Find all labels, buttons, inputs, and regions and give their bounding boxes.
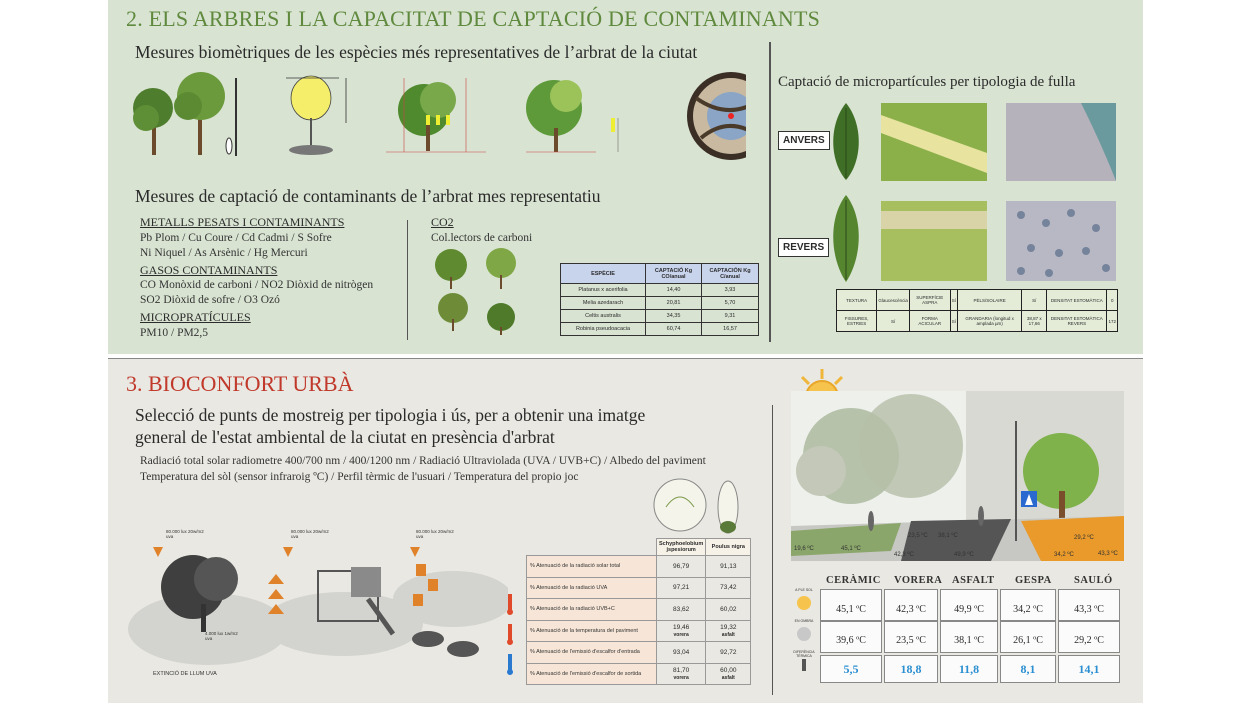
co2-cell: Robinia pseudoacacia — [561, 323, 646, 336]
biometric-title: Mesures biomètriques de les espècies més representatives de l’arbrat de la ciutat — [135, 42, 698, 62]
shade-temp-saulo: 29,2 ºC — [1058, 621, 1120, 653]
thermometer-icon — [790, 658, 818, 674]
material-header: SAULÓ — [1074, 575, 1113, 586]
lux-label-2: 80.000 lux 20w/m2 uva — [291, 529, 329, 539]
material-header: VORERA — [894, 575, 943, 586]
leaf-table-cell: TEXTURA — [837, 290, 877, 311]
co2-cell: 3,93 — [702, 284, 759, 297]
atten-value: 83,62 — [657, 599, 706, 621]
sun-temp-asfalt: 49,9 ºC — [940, 589, 998, 621]
uva-extinction-label: EXTINCIÓ DE LLUM UVA — [153, 671, 217, 677]
row-icons — [790, 588, 818, 682]
leaf-micrographs — [881, 103, 1226, 283]
tree-crown-sections-icon — [526, 80, 618, 152]
sun-temp-saulo: 43,3 ºC — [1058, 589, 1120, 621]
street-temp: 23,5 ºC — [908, 533, 928, 539]
section-trees-pollutants — [108, 0, 1143, 354]
atten-value: 93,04 — [657, 642, 706, 664]
leaf-characteristics-table — [836, 289, 1118, 332]
section3-divider — [772, 405, 773, 695]
metals-line-2: Ni Niquel / As Arsènic / Hg Mercuri — [140, 247, 308, 259]
co2-cell: 9,31 — [702, 310, 759, 323]
row-shade-label: EN OMBRA — [794, 619, 814, 623]
co2-capture-table — [560, 263, 759, 336]
atten-value: 97,21 — [657, 577, 706, 599]
leaf-icons — [826, 100, 866, 285]
hemispherical-photo-icon — [687, 72, 746, 160]
gases-line-2: SO2 Diòxid de sofre / O3 Ozó — [140, 294, 280, 306]
shade-temp-ceramic: 39,6 ºC — [820, 621, 882, 653]
material-header: ASFALT — [952, 575, 995, 586]
microparticles-line: PM10 / PM2,5 — [140, 327, 209, 339]
metals-line-1: Pb Plom / Cu Coure / Cd Cadmi / S Sofre — [140, 232, 332, 244]
leaf-table-cell: GRANDARIA (longitud x amplada µm) — [957, 311, 1021, 332]
street-temp: 49,9 ºC — [954, 552, 974, 558]
row-sun-label: A PLE SOL — [795, 588, 813, 592]
sun-temp-vorera: 42,3 ºC — [884, 589, 938, 621]
material-header: CERÀMIC — [826, 575, 881, 586]
species-illustrations — [648, 477, 748, 537]
co2-header-species: ESPÈCIE — [561, 264, 646, 284]
leaf-table-cell: Sí — [1022, 290, 1047, 311]
atten-row-label: % Atenuació de l'emissió d'escalfor de sortida — [527, 663, 657, 685]
leaf-table-cell: DENSITAT ESTOMÀTICA REVERS — [1047, 311, 1107, 332]
atten-value: 91,13 — [706, 556, 751, 578]
leaf-table-cell: Glaucescència — [877, 290, 910, 311]
thermometer-icons — [503, 589, 517, 689]
capture-title: Mesures de captació de contaminants de l’arbrat mes representatiu — [135, 186, 601, 206]
revers-label: REVERS — [778, 238, 829, 257]
pedestrian-icon — [978, 506, 984, 526]
thermometer-icon — [508, 654, 512, 670]
shade-temp-gespa: 26,1 ºC — [1000, 621, 1056, 653]
sun-temp-gespa: 34,2 ºC — [1000, 589, 1056, 621]
co2-header-co2: CAPTACIÓ Kg CO/anual — [646, 264, 702, 284]
atten-row-label: % Atenuació de la radiació solar total — [527, 556, 657, 578]
material-header: GESPA — [1015, 575, 1052, 586]
atten-row-label: % Atenuació de l'emissió d'escalfor d'entrada — [527, 642, 657, 664]
leaf-table-cell: FORMA ACICULAR — [909, 311, 950, 332]
leaf-table-cell: Sí — [877, 311, 910, 332]
atten-col-2: Poulus nigra — [706, 539, 751, 556]
thermometer-icon — [508, 594, 512, 610]
co2-cell: Platanus x acerifolia — [561, 284, 646, 297]
co2-cell: 14,40 — [646, 284, 702, 297]
microparticle-panel-title: Captació de micropartícules per tipologia de fulla — [778, 74, 1076, 90]
co2-subtitle: Col.lectors de carboni — [431, 232, 533, 244]
section3-title: 3. BIOCONFORT URBÀ — [126, 371, 354, 396]
street-temp: 45,1 ºC — [841, 546, 861, 552]
atten-row-label: % Atenuació de la temperatura del paviment — [527, 620, 657, 642]
section2-divider — [769, 42, 771, 342]
leaf-table-cell: PÈLS/SOLAIRE — [957, 290, 1021, 311]
street-temp: 19,6 ºC — [794, 546, 814, 552]
atten-row-label: % Atenuació de la radiació UVA — [527, 577, 657, 599]
shade-temp-vorera: 23,5 ºC — [884, 621, 938, 653]
section-urban-bioconfort — [108, 359, 1143, 703]
diff-asfalt: 11,8 — [940, 655, 998, 683]
sun-small-icon — [790, 592, 818, 614]
leaf-table-cell: 0 — [1107, 290, 1118, 311]
co2-cell: 60,74 — [646, 323, 702, 336]
atten-value: 60,00 asfalt — [706, 663, 751, 685]
shade-temp-asfalt: 38,1 ºC — [940, 621, 998, 653]
anvers-label: ANVERS — [778, 131, 830, 150]
atten-value: 96,79 — [657, 556, 706, 578]
poster — [108, 0, 1143, 703]
tree-height-measure-icon — [386, 78, 486, 152]
carbon-trees-illustration — [428, 245, 528, 340]
atten-value: 60,02 — [706, 599, 751, 621]
atten-value: 73,42 — [706, 577, 751, 599]
attenuation-table — [526, 538, 751, 685]
atten-value: 81,70 vorera — [657, 663, 706, 685]
metals-heading: METALLS PESATS I CONTAMINANTS — [140, 215, 345, 229]
gases-line-1: CO Monòxid de carboni / NO2 Diòxid de nitrògen — [140, 279, 374, 291]
diff-gespa: 8,1 — [1000, 655, 1056, 683]
co2-cell: Melia azedarach — [561, 297, 646, 310]
leaf-table-cell: SUPERFÍCIE ASPRA — [909, 290, 950, 311]
sampling-title-line-1: Selecció de punts de mostreig per tipologia i ús, per a obtenir una imatge — [135, 405, 646, 425]
co2-cell: Celtis australis — [561, 310, 646, 323]
row-diff-label: DIFERÈNCIA TÈRMICA — [793, 650, 815, 658]
atten-value: 19,46 vorera — [657, 620, 706, 642]
sampling-title-line-2: general de l'estat ambiental de la ciutat en presència d'arbrat — [135, 427, 555, 447]
atten-value: 19,32 asfalt — [706, 620, 751, 642]
gases-heading: GASOS CONTAMINANTS — [140, 263, 278, 277]
pedestrian-icon — [868, 511, 874, 531]
diff-saulo: 14,1 — [1058, 655, 1120, 683]
leaf-table-cell: Sí — [950, 290, 957, 311]
lux-under-tree: 4.000 lux 1w/m2 uva — [205, 631, 238, 641]
street-temp: 43,3 ºC — [1098, 551, 1118, 557]
atten-value: 92,72 — [706, 642, 751, 664]
tree-pair-icon — [133, 72, 236, 156]
measures-line-1: Radiació total solar radiometre 400/700 nm / 400/1200 nm / Radiació Ultraviolada (UVA / UVB+C) / Albedo del paviment — [140, 455, 706, 467]
leaf-table-cell: FISSURES, ESTRIES — [837, 311, 877, 332]
section2-title: 2. ELS ARBRES I LA CAPACITAT DE CAPTACIÓ DE CONTAMINANTS — [126, 6, 821, 31]
leaf-table-cell: 38,87 x 17,66 — [1022, 311, 1047, 332]
street-temp: 42,3 ºC — [894, 552, 914, 558]
diff-ceramic: 5,5 — [820, 655, 882, 683]
leaf-table-cell: Sí — [950, 311, 957, 332]
shade-sun-icon — [790, 623, 818, 645]
thermometer-icon — [508, 624, 512, 640]
sun-arrow-icon — [153, 547, 163, 557]
co2-cell: 16,57 — [702, 323, 759, 336]
co2-cell: 34,35 — [646, 310, 702, 323]
lux-label-1: 80.000 lux 20w/m2 uva — [166, 529, 204, 539]
diff-vorera: 18,8 — [884, 655, 938, 683]
street-temp: 34,2 ºC — [1054, 552, 1074, 558]
measures-line-2: Temperatura del sòl (sensor infraroig ºC) / Perfil tèrmic de l'usuari / Temperatura del propio joc — [140, 471, 579, 483]
leaf-table-cell: DENSITAT ESTOMÀTICA — [1047, 290, 1107, 311]
sun-arrow-icon — [410, 547, 420, 557]
leaf-table-cell: 172 — [1107, 311, 1118, 332]
sun-arrow-icon — [283, 547, 293, 557]
sun-temp-ceramic: 45,1 ºC — [820, 589, 882, 621]
co2-cell: 20,81 — [646, 297, 702, 310]
column-divider — [407, 220, 408, 340]
crown-measure-icon — [286, 76, 346, 155]
co2-header-c: CAPTACIÓN Kg C/anual — [702, 264, 759, 284]
co2-cell: 5,70 — [702, 297, 759, 310]
street-temp: 38,1 ºC — [938, 533, 958, 539]
co2-heading: CO2 — [431, 215, 454, 229]
atten-row-label: % Atenuació de la radiació UVB+C — [527, 599, 657, 621]
lux-label-3: 80.000 lux 20w/m2 uva — [416, 529, 454, 539]
atten-col-1: Schyphoelobium jspesiorum — [657, 539, 706, 556]
microparticles-heading: MICROPRATÍCULES — [140, 310, 251, 324]
street-temp: 29,2 ºC — [1074, 535, 1094, 541]
biometric-illustrations — [126, 68, 746, 163]
